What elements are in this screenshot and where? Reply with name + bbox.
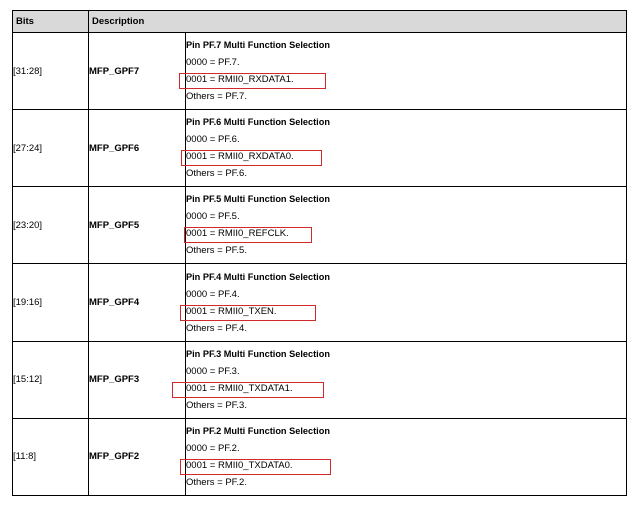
bits-cell: [23:20] <box>13 187 89 264</box>
field-name-cell: MFP_GPF2 <box>89 418 186 495</box>
table-row <box>13 33 627 110</box>
table-row <box>13 418 627 495</box>
option-0001-text: 0001 = RMII0_TXEN. <box>186 305 277 317</box>
description-title: Pin PF.2 Multi Function Selection <box>186 425 330 436</box>
field-name-cell: MFP_GPF3 <box>89 341 186 418</box>
register-table <box>12 10 627 496</box>
option-0001-text: 0001 = RMII0_RXDATA1. <box>186 74 294 86</box>
option-0001 <box>186 380 626 397</box>
bits-cell: [15:12] <box>13 341 89 418</box>
table-row <box>13 187 627 264</box>
option-0001 <box>186 71 626 88</box>
bits-column-header: Bits <box>13 11 89 33</box>
option-0001-text: 0001 = RMII0_RXDATA0. <box>186 151 294 163</box>
description-cell <box>186 187 627 264</box>
description-title: Pin PF.3 Multi Function Selection <box>186 348 330 359</box>
option-0000: 0000 = PF.2. <box>186 442 240 454</box>
description-cell <box>186 341 627 418</box>
bits-cell: [19:16] <box>13 264 89 341</box>
description-cell <box>186 33 627 110</box>
option-0001 <box>186 225 626 242</box>
option-0000: 0000 = PF.3. <box>186 365 240 377</box>
description-title: Pin PF.4 Multi Function Selection <box>186 271 330 282</box>
bits-cell: [31:28] <box>13 33 89 110</box>
table-row <box>13 341 627 418</box>
description-cell <box>186 110 627 187</box>
description-title: Pin PF.6 Multi Function Selection <box>186 117 330 128</box>
table-row <box>13 264 627 341</box>
option-0001-text: 0001 = RMII0_TXDATA0. <box>186 459 293 471</box>
option-0001-text: 0001 = RMII0_REFCLK. <box>186 228 289 240</box>
option-others: Others = PF.6. <box>186 168 247 180</box>
description-cell <box>186 418 627 495</box>
option-0001-text: 0001 = RMII0_TXDATA1. <box>186 382 293 394</box>
table-header-row <box>13 11 627 33</box>
description-cell <box>186 264 627 341</box>
field-name-cell: MFP_GPF5 <box>89 187 186 264</box>
field-name-cell: MFP_GPF7 <box>89 33 186 110</box>
description-title: Pin PF.7 Multi Function Selection <box>186 40 330 51</box>
option-others: Others = PF.5. <box>186 245 247 257</box>
option-0001 <box>186 457 626 474</box>
table-row <box>13 110 627 187</box>
option-others: Others = PF.2. <box>186 476 247 488</box>
field-name-cell: MFP_GPF6 <box>89 110 186 187</box>
option-0000: 0000 = PF.4. <box>186 288 240 300</box>
field-name-cell: MFP_GPF4 <box>89 264 186 341</box>
option-0000: 0000 = PF.5. <box>186 211 240 223</box>
description-title: Pin PF.5 Multi Function Selection <box>186 194 330 205</box>
option-0001 <box>186 303 626 320</box>
option-others: Others = PF.4. <box>186 322 247 334</box>
option-0001 <box>186 148 626 165</box>
description-column-header: Description <box>89 11 627 33</box>
option-0000: 0000 = PF.7. <box>186 57 240 69</box>
option-others: Others = PF.3. <box>186 399 247 411</box>
option-others: Others = PF.7. <box>186 91 247 103</box>
bits-cell: [27:24] <box>13 110 89 187</box>
bits-cell: [11:8] <box>13 418 89 495</box>
option-0000: 0000 = PF.6. <box>186 134 240 146</box>
